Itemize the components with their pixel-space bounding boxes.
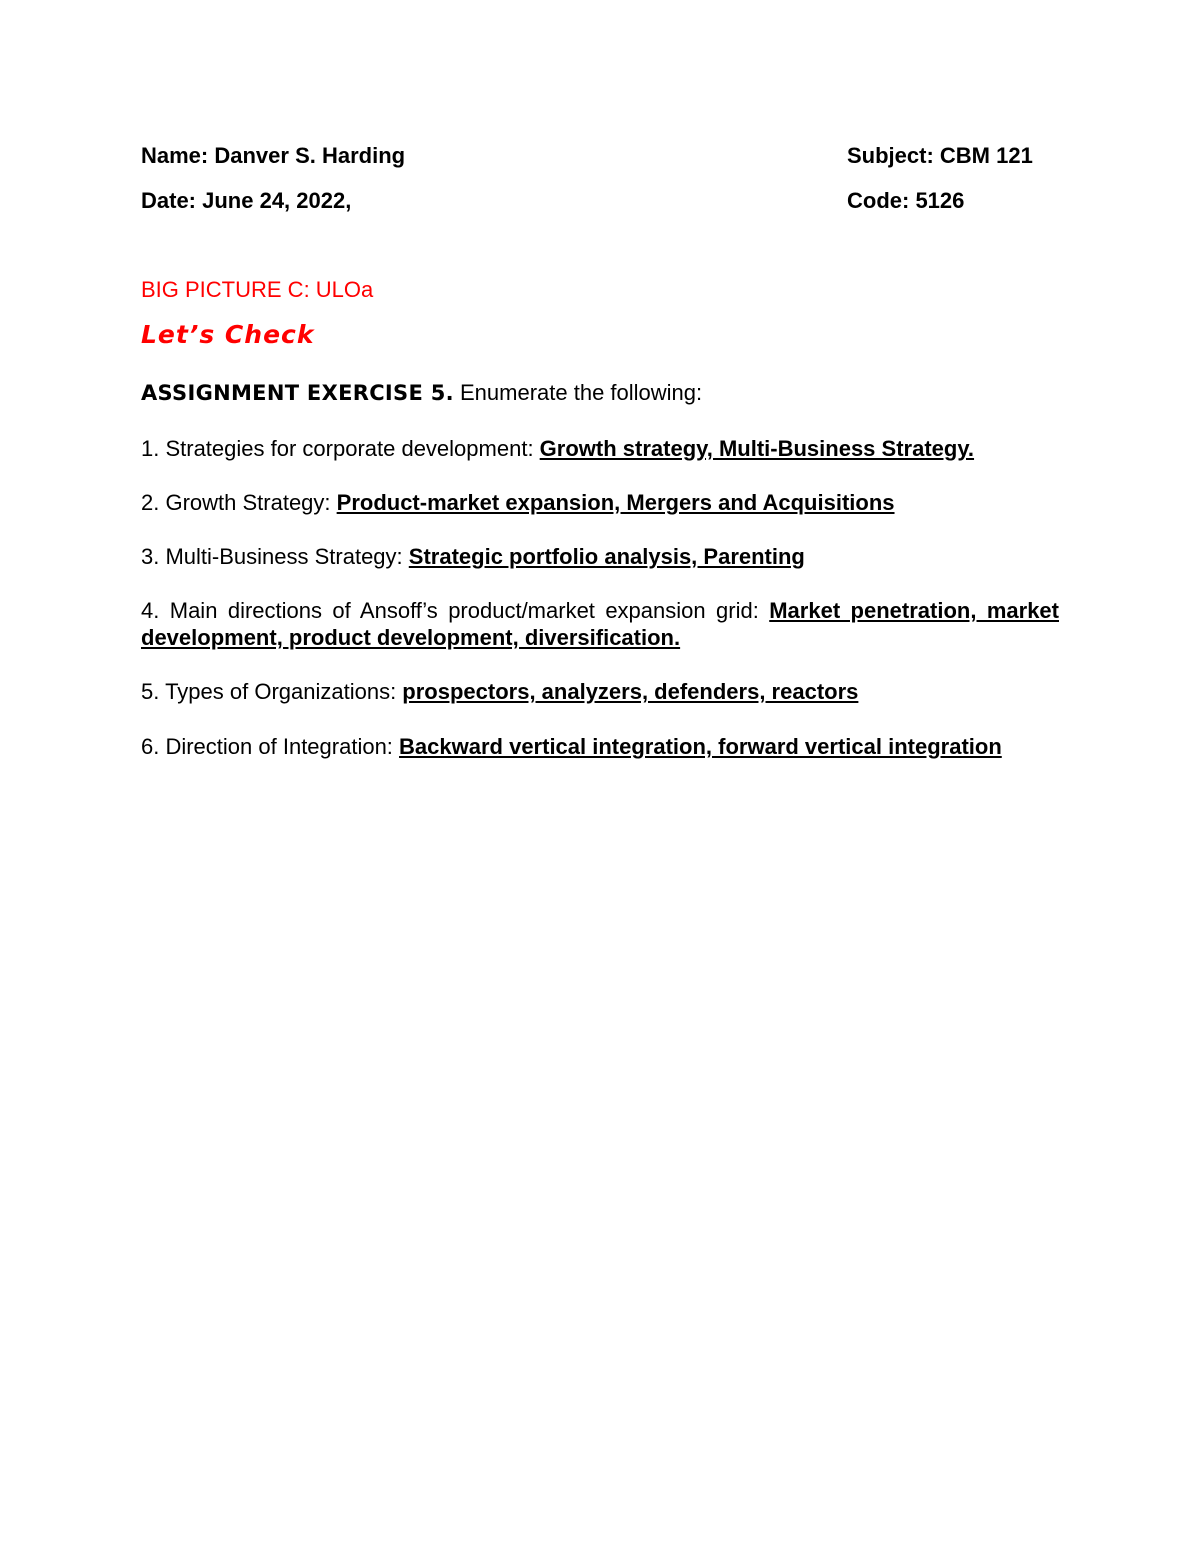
item-prompt: 5. Types of Organizations: [141,679,403,704]
lets-check-heading: Let’s Check [141,320,315,349]
item-answer: Growth strategy, Multi-Business Strategy. [539,436,975,461]
item-prompt: 2. Growth Strategy: [141,490,337,515]
list-item [141,489,1059,516]
item-prompt: 3. Multi-Business Strategy: [141,544,409,569]
assignment-instruction: Enumerate the following: [453,380,703,405]
list-item [141,543,1059,570]
student-name: Name: Danver S. Harding [141,143,406,168]
subject-label: Subject: CBM 121 [847,143,1033,168]
item-prompt: 4. Main directions of Ansoff’s product/market expansion grid: [141,598,770,623]
item-answer: Strategic portfolio analysis, Parenting [408,544,805,569]
code-label: Code: 5126 [847,188,965,213]
item-prompt: 6. Direction of Integration: [141,734,400,759]
item-answer: Product-market expansion, Mergers and Acquisitions [336,490,895,515]
item-answer: Market penetration, market development, product development, diversification. [141,598,1059,650]
date-label: Date: June 24, 2022, [141,188,352,213]
assignment-title: ASSIGNMENT EXERCISE 5. [141,381,454,405]
item-answer: prospectors, analyzers, defenders, reactors [402,679,859,704]
list-item [141,733,1059,760]
assignment-heading [141,378,1061,408]
list-item [141,435,1059,462]
list-item [141,678,1059,705]
item-answer: Backward vertical integration, forward vertical integration [399,734,1002,759]
big-picture-heading: BIG PICTURE C: ULOa [141,277,374,302]
item-prompt: 1. Strategies for corporate development: [141,436,540,461]
list-item [141,597,1059,651]
